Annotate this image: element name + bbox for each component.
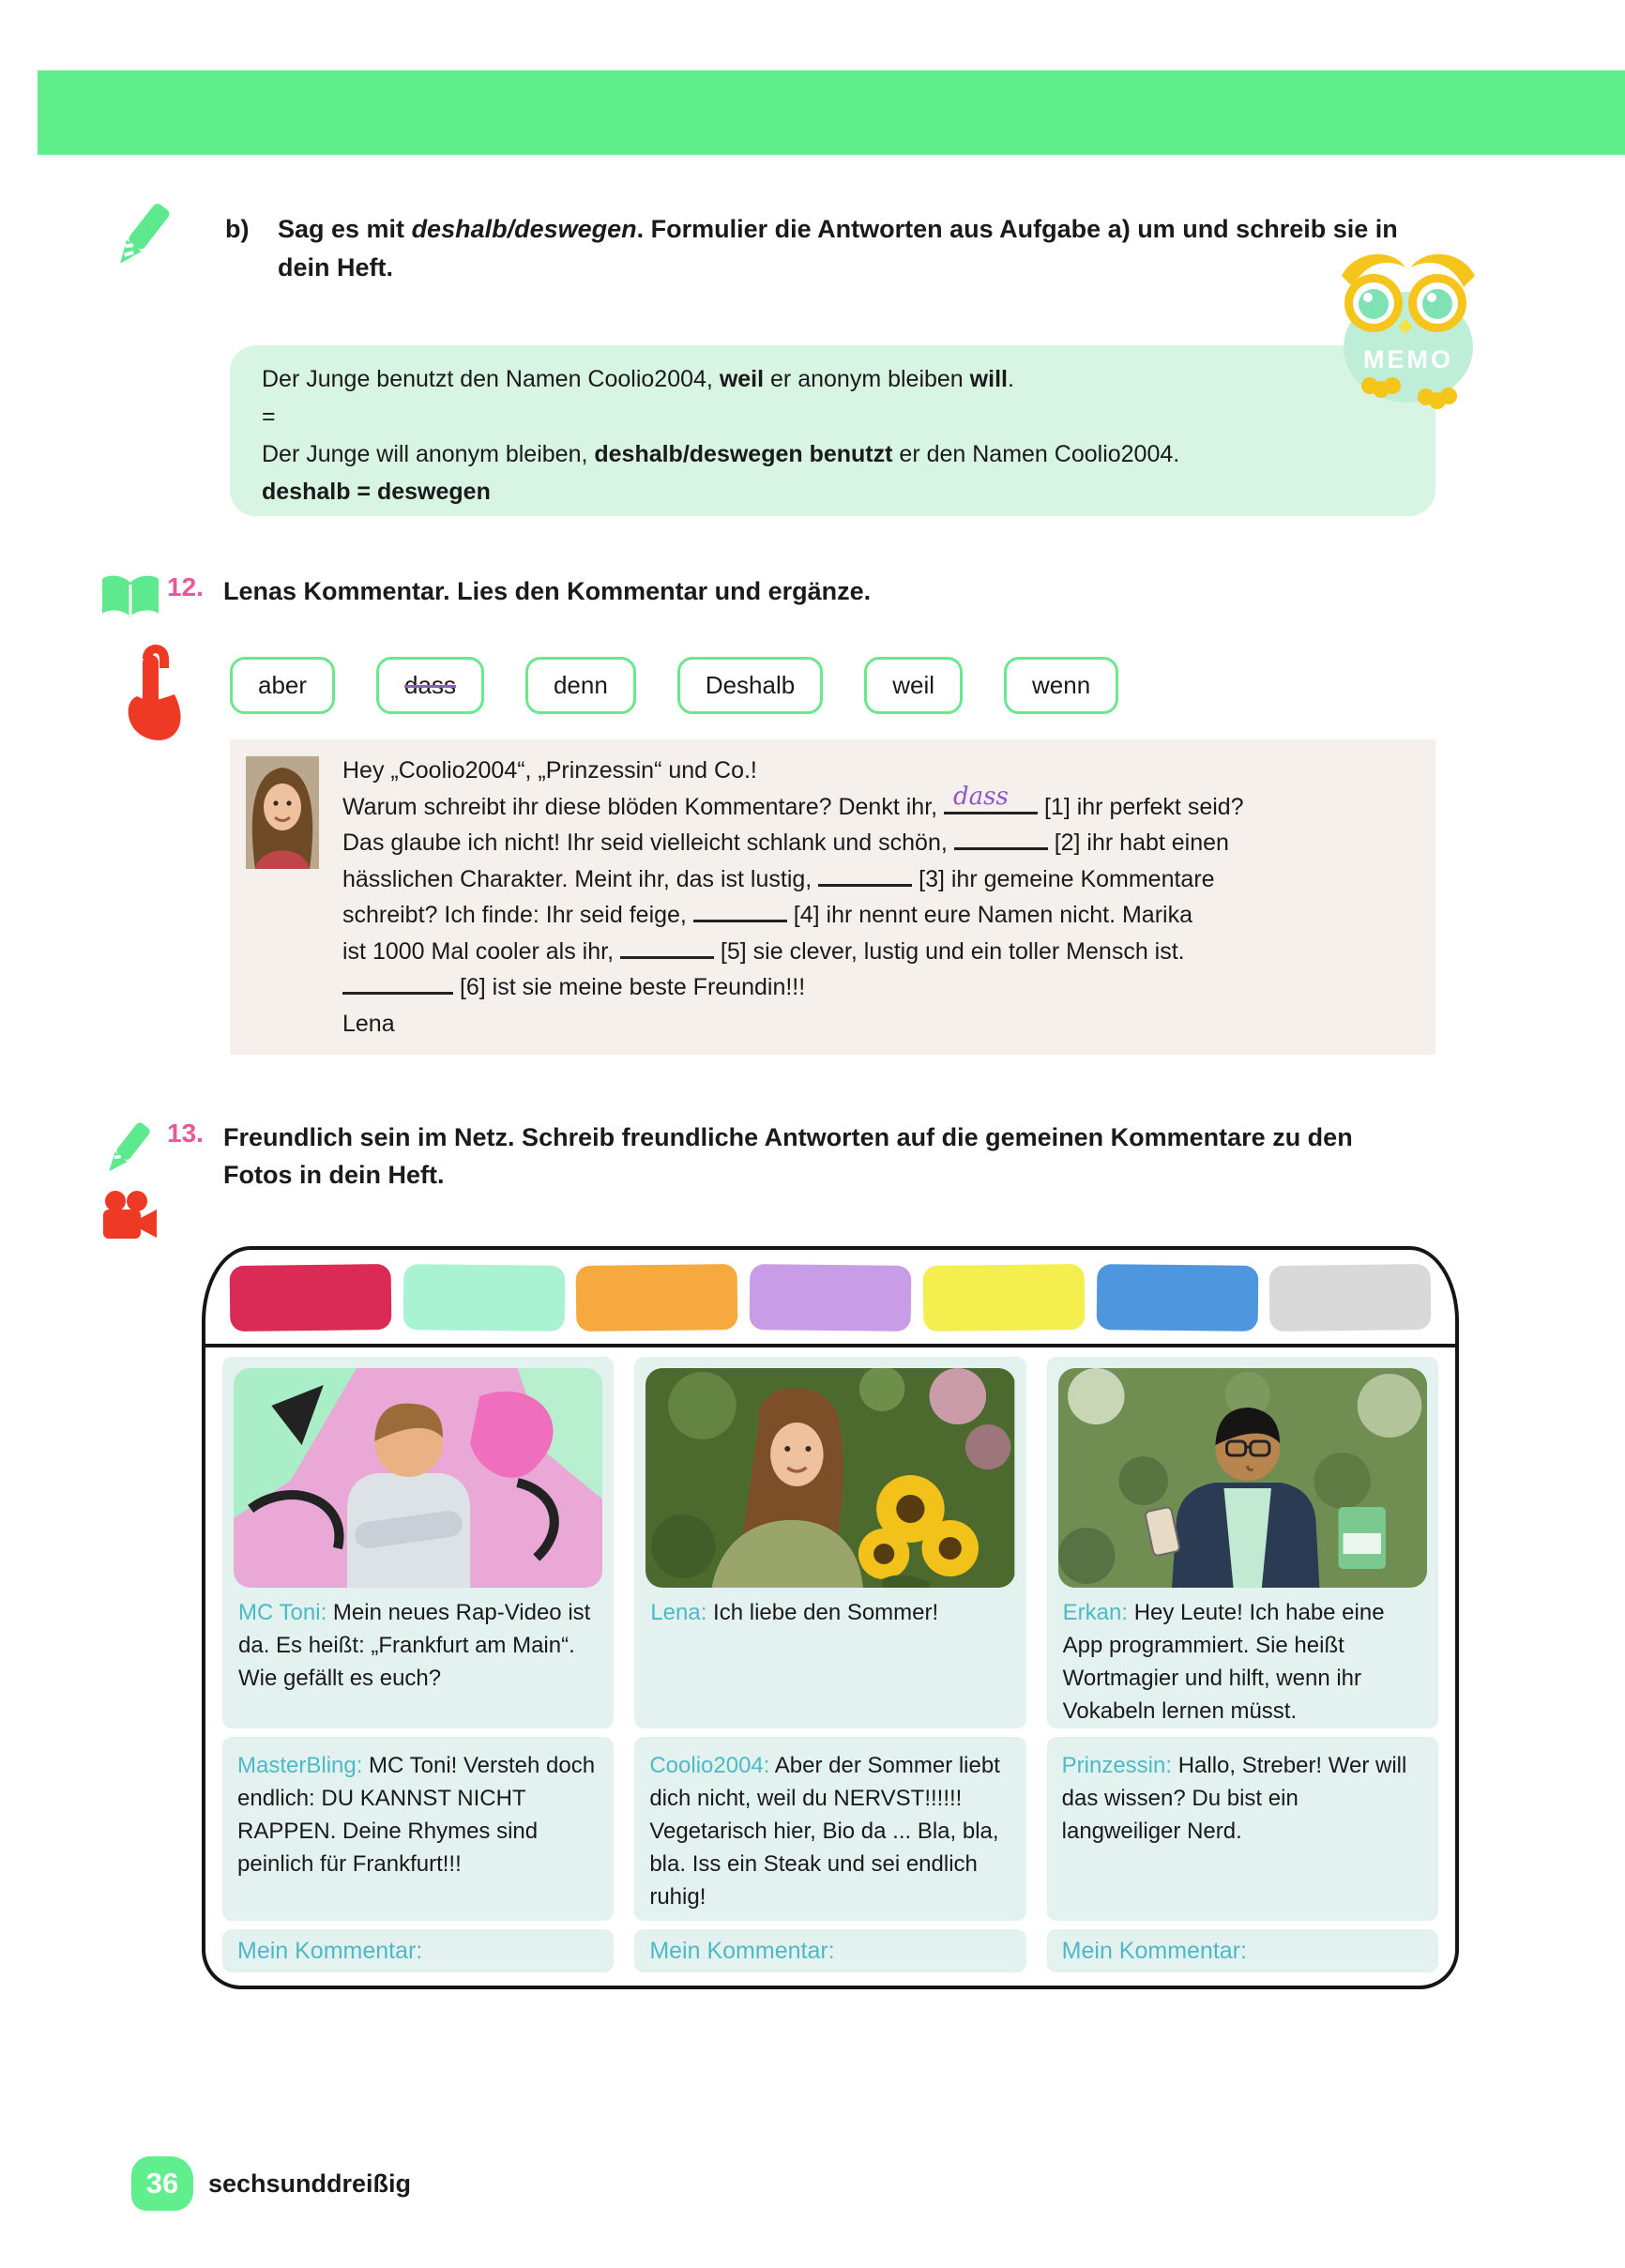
post-column-lena bbox=[634, 1357, 1025, 1974]
blank-3[interactable] bbox=[818, 879, 912, 887]
task-12-number: 12. bbox=[167, 572, 204, 601]
word-chip-dass[interactable]: dass bbox=[376, 657, 484, 714]
memo-equals: = bbox=[262, 403, 276, 430]
task-b-text: Sag es mit deshalb/deswegen. Formulier die Antworten aus Aufgabe a) um und schreib sie in dein Heft. bbox=[278, 215, 1398, 282]
my-comment-field[interactable]: Mein Kommentar: bbox=[222, 1929, 614, 1972]
tab-divider-line bbox=[205, 1344, 1455, 1347]
browser-frame bbox=[202, 1246, 1459, 1989]
lena-avatar bbox=[246, 756, 319, 869]
photo-erkan-app bbox=[1058, 1368, 1427, 1588]
blank-5[interactable] bbox=[620, 951, 714, 959]
page-number-badge: 36 bbox=[131, 2156, 193, 2211]
handwritten-answer: dass bbox=[953, 782, 1009, 811]
browser-tab-4[interactable] bbox=[750, 1264, 911, 1332]
word-chip-deshalb[interactable]: Deshalb bbox=[677, 657, 823, 714]
blank-2[interactable] bbox=[954, 843, 1048, 850]
word-chip-weil[interactable]: weil bbox=[864, 657, 963, 714]
open-book-icon bbox=[99, 572, 161, 623]
browser-tab-7[interactable] bbox=[1269, 1264, 1432, 1332]
memo-line-3: deshalb = deswegen bbox=[262, 479, 491, 505]
photo-lena-sunflowers bbox=[645, 1368, 1014, 1588]
my-comment-field[interactable]: Mein Kommentar: bbox=[1047, 1929, 1438, 1972]
browser-tabs bbox=[230, 1265, 1431, 1331]
task-13-number: 13. bbox=[167, 1119, 204, 1148]
page-number-word: sechsunddreißig bbox=[208, 2169, 412, 2198]
task-13-title: Freundlich sein im Netz. Schreib freundliche Antworten auf die gemeinen Kommentare zu den Fotos in dein Heft. bbox=[223, 1123, 1353, 1189]
word-chip-wenn[interactable]: wenn bbox=[1004, 657, 1118, 714]
post-panel bbox=[634, 1357, 1025, 1728]
browser-tab-3[interactable] bbox=[576, 1264, 738, 1332]
post-column-erkan bbox=[1047, 1357, 1438, 1974]
post-column-mc-toni bbox=[222, 1357, 614, 1974]
reply-panel: Coolio2004: Aber der Sommer liebt dich nicht, weil du NERVST!!!!!! Vegetarisch hier, Bio da ... Bla, bla, bla. Iss ein Steak und sei endlich ruhig! bbox=[634, 1737, 1025, 1921]
word-chip-row bbox=[230, 657, 1118, 714]
blank-6[interactable] bbox=[342, 987, 453, 995]
browser-tab-1[interactable] bbox=[230, 1264, 392, 1332]
blank-1[interactable] bbox=[944, 782, 1038, 814]
browser-tab-6[interactable] bbox=[1096, 1264, 1257, 1332]
memo-line-2: Der Junge will anonym bleiben, deshalb/deswegen benutzt er den Namen Coolio2004. bbox=[262, 441, 1180, 467]
reply-author: Prinzessin: bbox=[1061, 1753, 1173, 1778]
browser-tab-2[interactable] bbox=[402, 1264, 564, 1332]
task-b-label: b) bbox=[225, 215, 250, 243]
post-panel bbox=[1047, 1357, 1438, 1728]
marker-pen-icon bbox=[99, 1119, 150, 1184]
post-text: Erkan: Hey Leute! Ich habe eine App programmiert. Sie heißt Wortmagier und hilft, wenn ihr Vokabeln lernen müsst. bbox=[1062, 1600, 1385, 1724]
post-author: Lena: bbox=[650, 1600, 707, 1625]
task-13-icons bbox=[99, 1119, 165, 1244]
reply-author: Coolio2004: bbox=[649, 1753, 770, 1778]
post-text: MC Toni: Mein neues Rap-Video ist da. Es heißt: „Frankfurt am Main“. Wie gefällt es euch? bbox=[238, 1600, 591, 1691]
post-author: MC Toni: bbox=[238, 1600, 327, 1625]
reply-panel: MasterBling: MC Toni! Versteh doch endlich: DU KANNST NICHT RAPPEN. Deine Rhymes sind peinlich für Frankfurt!!! bbox=[222, 1737, 614, 1921]
pointer-hand-icon bbox=[116, 638, 186, 747]
post-panel bbox=[222, 1357, 614, 1728]
lena-comment-box bbox=[230, 739, 1435, 1055]
task-13-heading bbox=[99, 1119, 1396, 1244]
memo-box bbox=[230, 345, 1435, 516]
memo-badge-text: MEMO bbox=[1363, 345, 1453, 373]
video-camera-icon bbox=[101, 1190, 158, 1244]
word-chip-denn[interactable]: denn bbox=[525, 657, 636, 714]
photo-mc-toni bbox=[234, 1368, 602, 1588]
header-green-bar bbox=[38, 70, 1625, 155]
task-b-heading bbox=[225, 210, 1454, 287]
task-12-title: Lenas Kommentar. Lies den Kommentar und ergänze. bbox=[223, 577, 872, 605]
word-chip-aber[interactable]: aber bbox=[230, 657, 335, 714]
reply-panel: Prinzessin: Hallo, Streber! Wer will das wissen? Du bist ein langweiliger Nerd. bbox=[1047, 1737, 1438, 1921]
reply-author: MasterBling: bbox=[237, 1753, 363, 1778]
post-author: Erkan: bbox=[1062, 1600, 1129, 1625]
task-12-heading bbox=[99, 572, 871, 623]
browser-tab-5[interactable] bbox=[922, 1264, 1085, 1332]
lena-comment-text: Hey „Coolio2004“, „Prinzessin“ und Co.! Warum schreibt ihr diese blöden Kommentare? Denkt ihr, dass [1] ihr perfekt seid? Das glaube ich nicht! Ihr seid vielleicht schlank und schön, [2] ihr habt einen hässlichen Charakter. Meint ihr, das ist lustig, [3] ihr gemeine Kommentare schreibt? Ich finde: Ihr seid feige, [4] ihr nennt eure Namen nicht. Marika ist 1000 Mal cooler als ihr, [5] sie clever, lustig und ein toller Mensch ist. [6] ist sie meine beste Freundin!!! Lena bbox=[342, 757, 1244, 1037]
memo-line-1: Der Junge benutzt den Namen Coolio2004, weil er anonym bleiben will. bbox=[262, 366, 1014, 392]
owl-memo-icon bbox=[1321, 242, 1490, 409]
post-columns bbox=[222, 1357, 1438, 1974]
my-comment-field[interactable]: Mein Kommentar: bbox=[634, 1929, 1025, 1972]
marker-pen-icon bbox=[109, 197, 171, 280]
blank-4[interactable] bbox=[693, 915, 787, 922]
post-text: Lena: Ich liebe den Sommer! bbox=[650, 1600, 939, 1625]
